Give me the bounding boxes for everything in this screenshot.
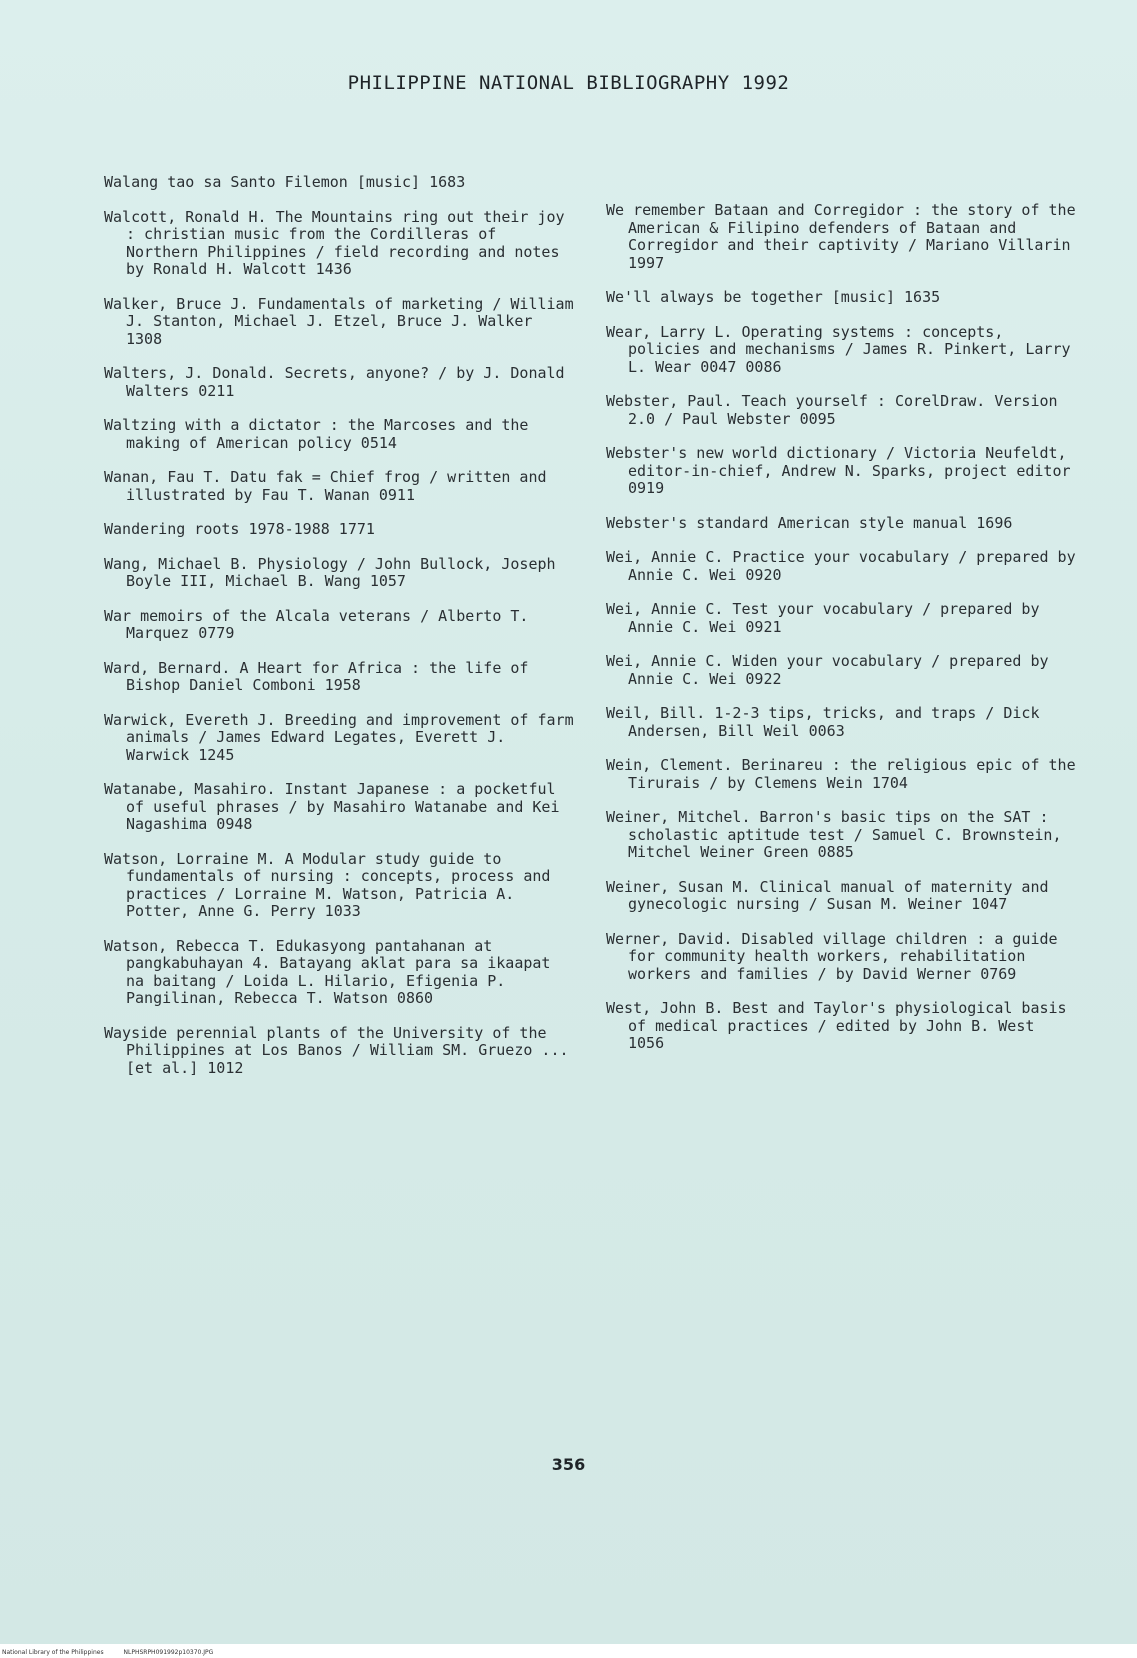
footer-strip xyxy=(0,1644,1137,1658)
footer-library: National Library of the Philippines xyxy=(2,1649,104,1656)
list-item: Wanan, Fau T. Datu fak = Chief frog / written and illustrated by Fau T. Wanan 0911 xyxy=(104,468,547,504)
list-item: Walcott, Ronald H. The Mountains ring out their joy : christian music from the Cordilleras of Northern Philippines / field recording and notes by Ronald H. Walcott 1436 xyxy=(104,207,565,278)
list-item: Wei, Annie C. Widen your vocabulary / prepared by Annie C. Wei 0922 xyxy=(606,652,1049,688)
page-number: 356 xyxy=(551,1455,586,1474)
list-item: Webster, Paul. Teach yourself : CorelDraw. Version 2.0 / Paul Webster 0095 xyxy=(606,392,1058,428)
list-item: Wayside perennial plants of the University of the Philippines at Los Banos / William SM. Gruezo ... [et al.] 1012 xyxy=(104,1023,569,1077)
list-item: Walker, Bruce J. Fundamentals of marketing / William J. Stanton, Michael J. Etzel, Bruce J. Walker 1308 xyxy=(104,294,574,348)
list-item: Watson, Rebecca T. Edukasyong pantahanan at pangkabuhayan 4. Batayang aklat para sa ikaapat na baitang / Loida L. Hilario, Efigenia P. Pangilinan, Rebecca T. Watson 0860 xyxy=(104,936,551,1007)
footer-caption xyxy=(2,1649,231,1656)
list-item: War memoirs of the Alcala veterans / Alberto T. Marquez 0779 xyxy=(104,606,529,642)
list-item: Wei, Annie C. Practice your vocabulary / prepared by Annie C. Wei 0920 xyxy=(606,548,1076,584)
list-item: Warwick, Evereth J. Breeding and improvement of farm animals / James Edward Legates, Everett J. Warwick 1245 xyxy=(104,710,574,764)
list-item: Wein, Clement. Berinareu : the religious epic of the Tirurais / by Clemens Wein 1704 xyxy=(606,756,1076,792)
list-item: Watson, Lorraine M. A Modular study guide to fundamentals of nursing : concepts, process and practices / Lorraine M. Watson, Patricia A. Potter, Anne G. Perry 1033 xyxy=(104,849,551,920)
list-item: Wang, Michael B. Physiology / John Bullock, Joseph Boyle III, Michael B. Wang 1057 xyxy=(104,554,556,590)
list-item: West, John B. Best and Taylor's physiological basis of medical practices / edited by John B. West 1056 xyxy=(606,999,1067,1052)
list-item: Watanabe, Masahiro. Instant Japanese : a pocketful of useful phrases / by Masahiro Watanabe and Kei Nagashima 0948 xyxy=(104,780,560,833)
list-item: We remember Bataan and Corregidor : the story of the American & Filipino defenders of Bataan and Corregidor and their captivity / Mariano Villarin 1997 xyxy=(606,201,1076,272)
left-column xyxy=(104,174,574,1094)
list-item: Walters, J. Donald. Secrets, anyone? / by J. Donald Walters 0211 xyxy=(104,364,565,400)
list-item: Weiner, Mitchel. Barron's basic tips on the SAT : scholastic aptitude test / Samuel C. Brownstein, Mitchel Weiner Green 0885 xyxy=(606,808,1062,861)
list-item: Wandering roots 1978-1988 1771 xyxy=(104,520,375,538)
right-column xyxy=(606,202,1076,1070)
list-item: Walang tao sa Santo Filemon [music] 1683 xyxy=(104,173,466,191)
list-item: Weiner, Susan M. Clinical manual of maternity and gynecologic nursing / Susan M. Weiner 1047 xyxy=(606,877,1049,913)
list-item: Waltzing with a dictator : the Marcoses and the making of American policy 0514 xyxy=(104,416,529,452)
list-item: We'll always be together [music] 1635 xyxy=(606,288,941,306)
list-item: Wei, Annie C. Test your vocabulary / prepared by Annie C. Wei 0921 xyxy=(606,600,1040,636)
list-item: Werner, David. Disabled village children : a guide for community health workers, rehabilitation workers and families / by David Werner 0769 xyxy=(606,929,1058,983)
list-item: Webster's new world dictionary / Victoria Neufeldt, editor-in-chief, Andrew N. Sparks, project editor 0919 xyxy=(606,444,1071,497)
page-title: PHILIPPINE NATIONAL BIBLIOGRAPHY 1992 xyxy=(347,72,790,94)
list-item: Webster's standard American style manual 1696 xyxy=(606,513,1013,532)
list-item: Wear, Larry L. Operating systems : concepts, policies and mechanisms / James R. Pinkert, Larry L. Wear 0047 0086 xyxy=(606,322,1071,376)
footer-file: NLPHSRPH091992p10370.JPG xyxy=(123,1649,214,1656)
list-item: Ward, Bernard. A Heart for Africa : the life of Bishop Daniel Comboni 1958 xyxy=(104,658,529,694)
list-item: Weil, Bill. 1-2-3 tips, tricks, and traps / Dick Andersen, Bill Weil 0063 xyxy=(606,704,1040,740)
